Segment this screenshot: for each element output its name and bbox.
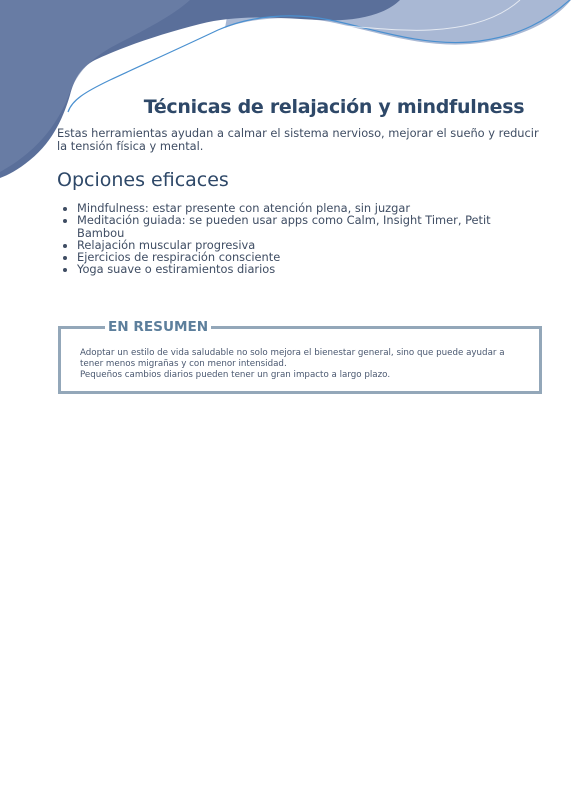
summary-box (58, 319, 542, 394)
options-list (57, 202, 537, 276)
list-item: • Mindfulness: estar presente con atención plena, sin juzgar (77, 202, 537, 214)
page-title: Técnicas de relajación y mindfulness (143, 96, 525, 118)
list-item: • Ejercicios de respiración consciente (77, 251, 537, 263)
header-wave-decoration (0, 0, 571, 180)
list-item: • Relajación muscular progresiva (77, 239, 537, 251)
intro-paragraph: Estas herramientas ayudan a calmar el sistema nervioso, mejorar el sueño y reducir la tensión física y mental. (57, 126, 539, 153)
summary-line: Adoptar un estilo de vida saludable no solo mejora el bienestar general, sino que puede ayudar a tener menos migrañas y con menor intensidad. (80, 348, 505, 369)
summary-text (80, 348, 520, 381)
list-item: • Yoga suave o estiramientos diarios (77, 263, 537, 275)
list-item: • Meditación guiada: se pueden usar apps como Calm, Insight Timer, Petit Bambou (77, 214, 537, 239)
summary-line: Pequeños cambios diarios pueden tener un gran impacto a largo plazo. (80, 370, 391, 380)
section-heading: Opciones eficaces (57, 169, 229, 191)
summary-title: EN RESUMEN (105, 319, 211, 335)
